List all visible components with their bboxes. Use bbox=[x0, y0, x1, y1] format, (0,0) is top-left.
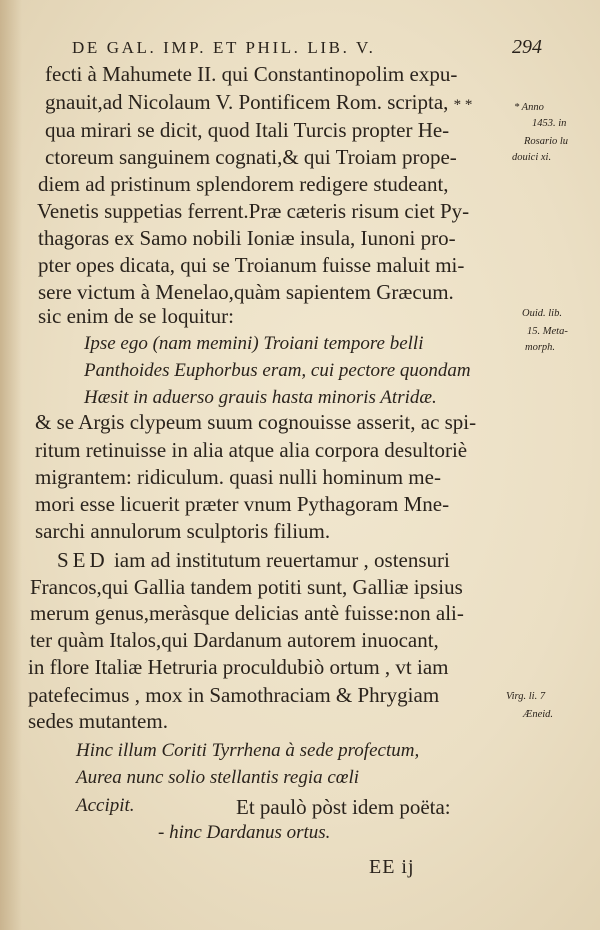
text-line: Francos,qui Gallia tandem potiti sunt, Galliæ ipsius bbox=[30, 575, 463, 599]
text-line: mori esse licuerit præter vnum Pythagoram Mne- bbox=[35, 492, 450, 516]
page-spine-shadow bbox=[0, 0, 22, 930]
text-line: Et paulò pòst idem poëta: bbox=[236, 795, 451, 819]
signature-mark: EE ij bbox=[369, 856, 415, 878]
verse-line: Ipse ego (nam memini) Troiani tempore belli bbox=[84, 333, 424, 354]
text-line: sarchi annulorum sculptoris filium. bbox=[35, 519, 331, 543]
verse-line: Hinc illum Coriti Tyrrhena à sede profectum, bbox=[76, 740, 420, 761]
text-line: in flore Italiæ Hetruria proculdubiò ortum , vt iam bbox=[28, 655, 449, 679]
text-line: Venetis suppetias ferrent.Præ cæteris risum ciet Py- bbox=[37, 199, 470, 223]
margin-note: douici xi. bbox=[512, 152, 552, 163]
page-number: 294 bbox=[512, 36, 542, 58]
text-line: migrantem: ridiculum. quasi nulli hominum me- bbox=[35, 465, 441, 489]
margin-note: 15. Meta- bbox=[527, 326, 568, 337]
text-line: ctoreum sanguinem cognati,& qui Troiam prope- bbox=[45, 145, 457, 169]
verse-line: Aurea nunc solio stellantis regia cœli bbox=[76, 767, 360, 788]
running-head: DE GAL. IMP. ET PHIL. LIB. V. bbox=[72, 38, 376, 57]
text-line: ritum retinuisse in alia atque alia corpora desultoriè bbox=[35, 438, 468, 462]
verse-line: Panthoides Euphorbus eram, cui pectore quondam bbox=[84, 360, 471, 381]
text-line: sedes mutantem. bbox=[28, 709, 168, 733]
verse-line: Hæsit in aduerso grauis hasta minoris Atridæ. bbox=[84, 387, 437, 408]
text-line-content: gnauit,ad Nicolaum V. Pontificem Rom. scripta, bbox=[45, 90, 449, 114]
text-line bbox=[45, 90, 472, 117]
margin-note: Rosario lu bbox=[524, 136, 569, 147]
text-line: sic enim de se loquitur: bbox=[38, 304, 234, 328]
verse-line: Accipit. bbox=[76, 795, 135, 816]
margin-note: Æneid. bbox=[523, 709, 554, 720]
text-line: pter opes dicata, qui se Troianum fuisse maluit mi- bbox=[38, 253, 465, 277]
text-line: qua mirari se dicit, quod Itali Turcis propter He- bbox=[45, 118, 450, 142]
margin-note: Ouid. lib. bbox=[522, 308, 562, 319]
margin-note: * Anno bbox=[514, 102, 544, 113]
text-line: fecti à Mahumete II. qui Constantinopolim expu- bbox=[45, 62, 458, 86]
text-line-content: iam ad institutum reuertamur , ostensuri bbox=[113, 548, 450, 572]
text-line: patefecimus , mox in Samothraciam & Phrygiam bbox=[28, 683, 440, 707]
text-line: diem ad pristinum splendorem redigere studeant, bbox=[38, 172, 449, 196]
text-line: thagoras ex Samo nobili Ioniæ insula, Iunoni pro- bbox=[38, 226, 456, 250]
initial-word: SED bbox=[57, 548, 109, 572]
text-line: sere victum à Menelao,quàm sapientem Græcum. bbox=[38, 280, 454, 304]
note-reference-mark: * * bbox=[453, 97, 473, 113]
verse-line: - hinc Dardanus ortus. bbox=[158, 822, 331, 843]
paragraph-start-line bbox=[57, 548, 450, 572]
text-line: ter quàm Italos,qui Dardanum autorem inuocant, bbox=[30, 628, 439, 652]
text-line: & se Argis clypeum suum cognouisse asserit, ac spi- bbox=[35, 410, 477, 434]
margin-note: morph. bbox=[525, 342, 556, 353]
margin-note: 1453. in bbox=[532, 118, 567, 129]
text-line: merum genus,meràsque delicias antè fuisse:non ali- bbox=[30, 601, 464, 625]
margin-note: Virg. li. 7 bbox=[506, 691, 546, 702]
page-header bbox=[72, 36, 542, 60]
